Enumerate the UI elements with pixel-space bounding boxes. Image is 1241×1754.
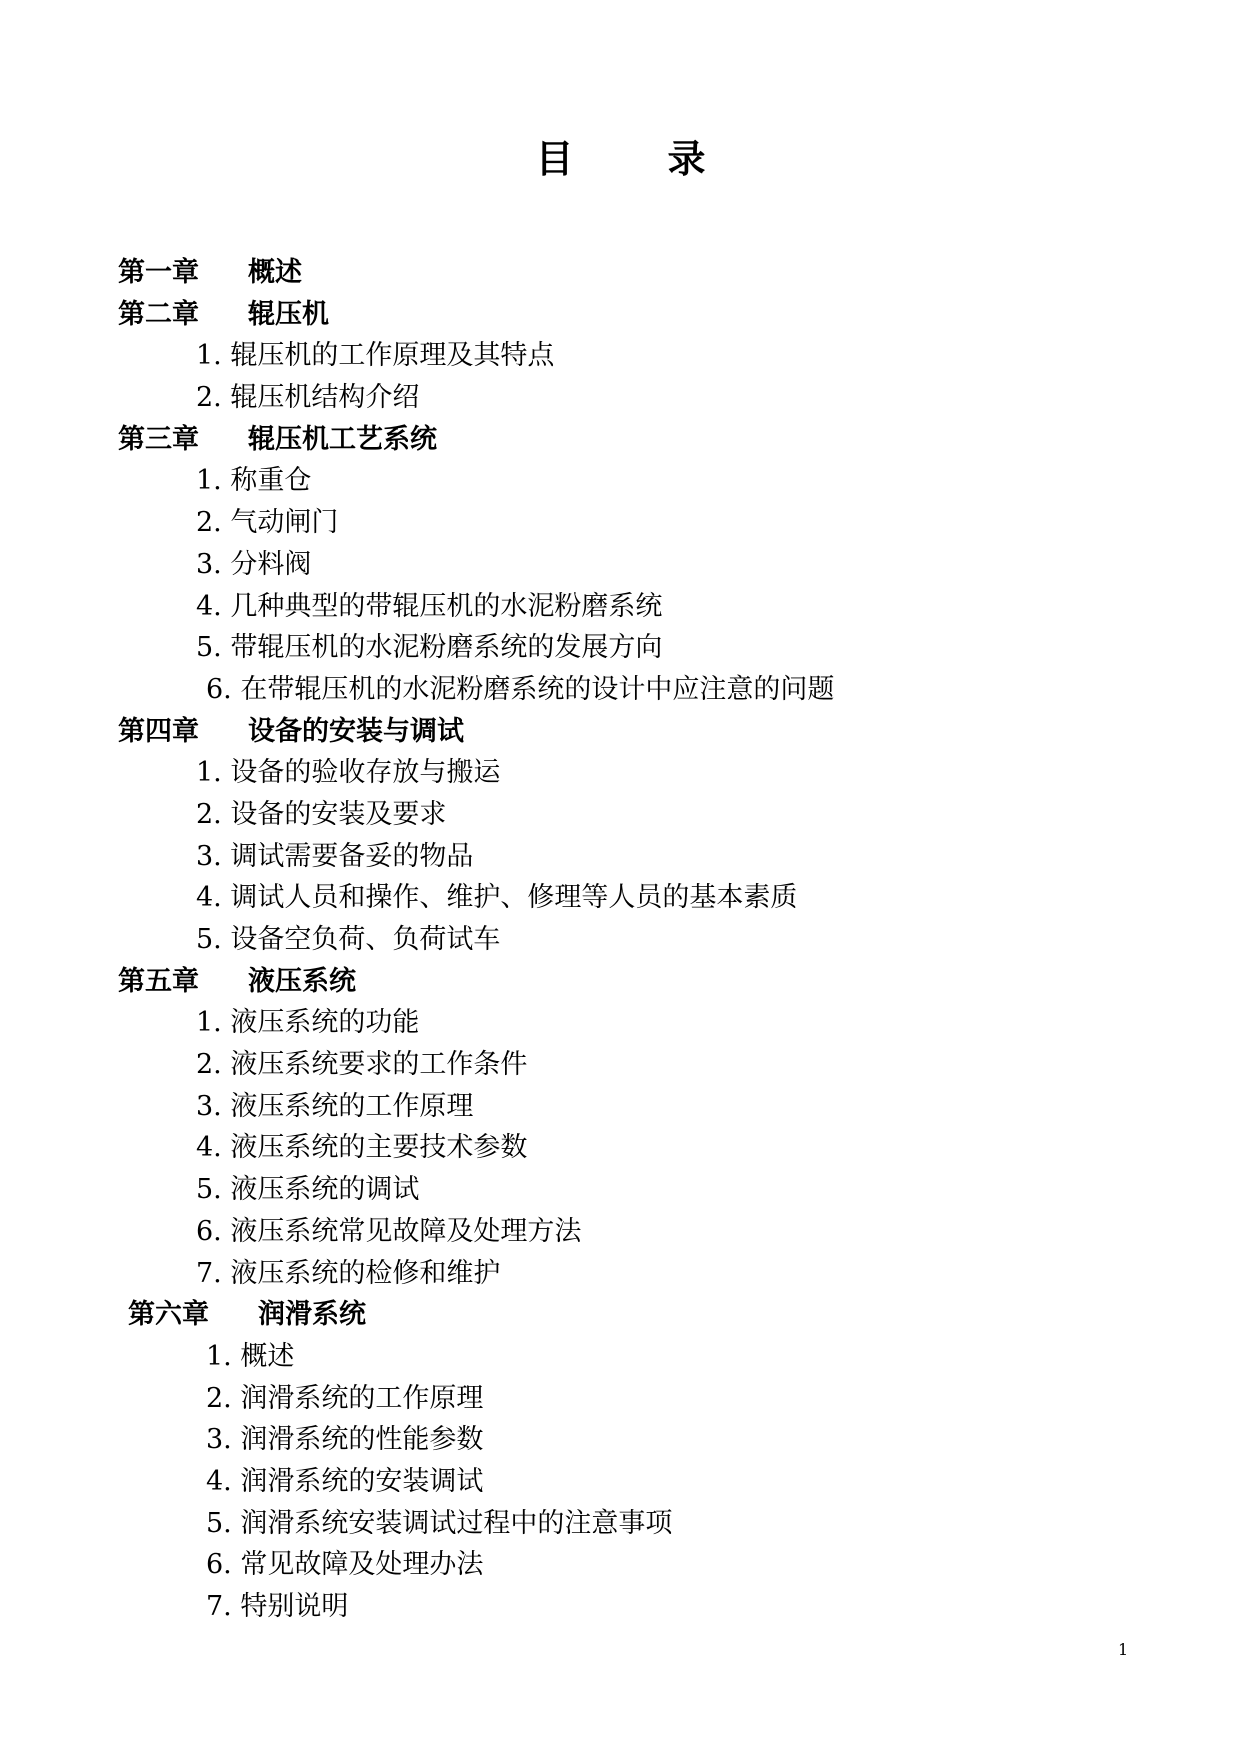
table-of-contents [0, 252, 1241, 1628]
toc-entry[interactable]: 1. 设备的验收存放与搬运 [196, 757, 501, 789]
page-number: 1 [1118, 1640, 1129, 1659]
chapter-heading[interactable] [0, 961, 1241, 1003]
toc-entry[interactable]: 5. 设备空负荷、负荷试车 [196, 924, 501, 955]
chapter-title: 概述 [248, 257, 302, 288]
chapter-heading[interactable] [0, 252, 1241, 294]
toc-entry[interactable]: 7. 特别说明 [206, 1591, 349, 1622]
toc-entry[interactable]: 3. 调试需要备妥的物品 [196, 840, 474, 872]
toc-entry[interactable]: 1. 液压系统的功能 [196, 1007, 420, 1039]
chapter-title: 润滑系统 [258, 1299, 366, 1331]
chapter-heading[interactable] [0, 1294, 1241, 1336]
toc-entry[interactable]: 4. 调试人员和操作、维护、修理等人员的基本素质 [196, 882, 798, 914]
toc-entry[interactable]: 4. 液压系统的主要技术参数 [196, 1132, 528, 1164]
toc-entry[interactable]: 7. 液压系统的检修和维护 [196, 1257, 501, 1289]
toc-entry[interactable]: 1. 称重仓 [196, 465, 312, 497]
toc-entry[interactable]: 2. 液压系统要求的工作条件 [196, 1049, 528, 1081]
toc-entry[interactable]: 3. 分料阀 [196, 548, 312, 580]
chapter-title: 液压系统 [248, 965, 356, 997]
toc-entry[interactable]: 5. 润滑系统安装调试过程中的注意事项 [206, 1507, 673, 1539]
toc-entry[interactable]: 3. 润滑系统的性能参数 [206, 1424, 484, 1456]
toc-entry[interactable]: 2. 气动闸门 [196, 507, 339, 539]
chapter-number: 第六章 [128, 1299, 209, 1331]
chapter-number: 第二章 [118, 298, 199, 330]
toc-entry[interactable]: 6. 常见故障及处理办法 [206, 1549, 484, 1581]
toc-entry[interactable]: 6. 液压系统常见故障及处理方法 [196, 1215, 582, 1247]
toc-entry[interactable]: 4. 润滑系统的安装调试 [206, 1465, 484, 1497]
toc-entry[interactable]: 2. 润滑系统的工作原理 [206, 1382, 484, 1414]
page-title: 目 录 [535, 137, 734, 181]
chapter-number: 第三章 [118, 423, 199, 455]
toc-entry[interactable]: 1. 概述 [206, 1340, 295, 1372]
toc-entry[interactable]: 2. 辊压机结构介绍 [196, 382, 420, 414]
chapter-number: 第四章 [118, 715, 199, 747]
toc-entry[interactable]: 3. 液压系统的工作原理 [196, 1090, 474, 1122]
toc-entry[interactable]: 4. 几种典型的带辊压机的水泥粉磨系统 [196, 590, 663, 622]
chapter-number: 第一章 [118, 257, 199, 288]
chapter-heading[interactable] [0, 419, 1241, 461]
toc-entry[interactable]: 6. 在带辊压机的水泥粉磨系统的设计中应注意的问题 [206, 673, 835, 705]
chapter-number: 第五章 [118, 965, 199, 997]
toc-entry[interactable]: 2. 设备的安装及要求 [196, 798, 447, 830]
chapter-title: 辊压机 [248, 298, 329, 330]
toc-entry[interactable]: 1. 辊压机的工作原理及其特点 [196, 340, 555, 372]
chapter-title: 设备的安装与调试 [248, 715, 464, 747]
chapter-heading[interactable] [0, 294, 1241, 336]
chapter-title: 辊压机工艺系统 [248, 423, 437, 455]
toc-entry[interactable]: 5. 带辊压机的水泥粉磨系统的发展方向 [196, 632, 663, 664]
chapter-heading[interactable] [0, 711, 1241, 753]
toc-entry[interactable]: 5. 液压系统的调试 [196, 1174, 420, 1206]
